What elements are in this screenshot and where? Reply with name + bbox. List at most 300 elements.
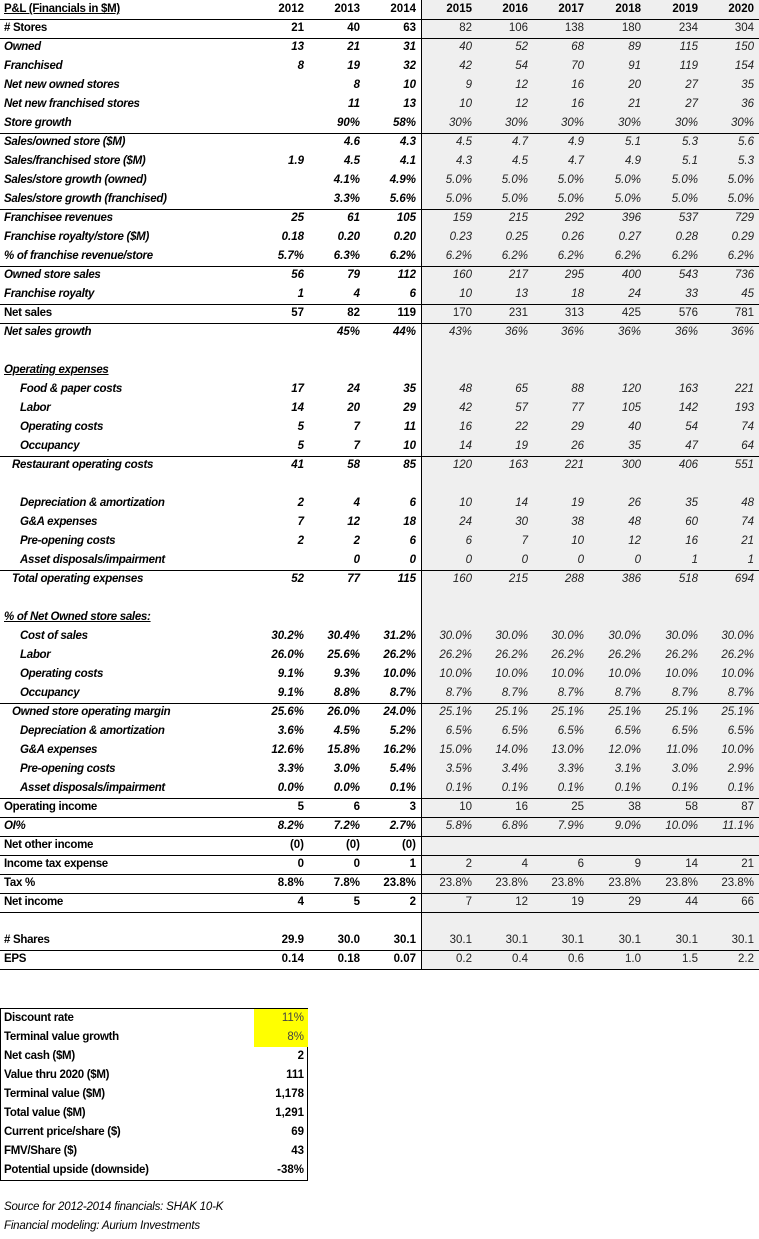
projected-value: 26 xyxy=(571,440,584,452)
projected-value: 30.1 xyxy=(505,934,528,946)
projected-value: 10.0% xyxy=(495,668,528,680)
summary-value: -38% xyxy=(277,1164,304,1176)
projected-value: 6.2% xyxy=(557,250,584,262)
projected-value: 13 xyxy=(515,288,528,300)
projected-value: 36% xyxy=(617,326,641,338)
projected-value: 40 xyxy=(459,41,472,53)
historical-value: 4.5 xyxy=(344,155,360,167)
projected-value: 36% xyxy=(730,326,754,338)
table-row xyxy=(0,323,759,342)
row-divider xyxy=(0,456,759,457)
projected-value: 6.2% xyxy=(614,250,641,262)
historical-value: (0) xyxy=(345,839,360,851)
historical-value: 12.6% xyxy=(271,744,304,756)
row-label: Food & paper costs xyxy=(20,383,122,395)
projected-value: 0.28 xyxy=(675,231,698,243)
historical-value: 56 xyxy=(291,269,304,281)
projected-value: 180 xyxy=(621,22,641,34)
table-row xyxy=(0,874,759,893)
projected-value: 25.1% xyxy=(721,706,754,718)
historical-value: 82 xyxy=(347,307,360,319)
projected-value: 23.8% xyxy=(721,877,754,889)
projected-value: 5.0% xyxy=(557,193,584,205)
table-row xyxy=(0,456,759,475)
projected-value: 781 xyxy=(734,307,754,319)
projected-value: 729 xyxy=(734,212,754,224)
projected-value: 0.26 xyxy=(561,231,584,243)
table-row xyxy=(0,912,759,931)
historical-value: 79 xyxy=(347,269,360,281)
row-label: Total operating expenses xyxy=(12,573,144,585)
historical-value: 23.8% xyxy=(383,877,416,889)
projected-value: 0.29 xyxy=(731,231,754,243)
row-divider xyxy=(0,323,759,324)
summary-value: 43 xyxy=(291,1145,304,1157)
projected-value: 159 xyxy=(452,212,472,224)
summary-row xyxy=(1,1161,307,1180)
historical-value: 30.1 xyxy=(393,934,416,946)
projected-value: 21 xyxy=(741,858,754,870)
projection-divider xyxy=(421,0,422,969)
projected-value: 12 xyxy=(515,98,528,110)
table-row xyxy=(0,342,759,361)
projected-value: 89 xyxy=(628,41,641,53)
projected-value xyxy=(706,912,754,931)
projected-value: 8.7% xyxy=(727,687,754,699)
projected-value: 304 xyxy=(734,22,754,34)
historical-value: 45% xyxy=(336,326,360,338)
projected-value xyxy=(424,342,472,361)
table-row xyxy=(0,779,759,798)
projected-value: 12.0% xyxy=(608,744,641,756)
historical-value: 0 xyxy=(353,858,360,870)
projected-value: 170 xyxy=(452,307,472,319)
historical-value: 0.1% xyxy=(389,782,416,794)
row-label: Operating costs xyxy=(20,668,104,680)
historical-value: 14 xyxy=(291,402,304,414)
historical-value: 26.0% xyxy=(271,649,304,661)
historical-value: 4.3 xyxy=(400,136,416,148)
historical-value: 4.9% xyxy=(389,174,416,186)
projected-value: 292 xyxy=(564,212,584,224)
historical-value: 1 xyxy=(409,858,416,870)
historical-value xyxy=(312,475,360,494)
projected-value: 48 xyxy=(741,497,754,509)
projected-value: 5.0% xyxy=(671,174,698,186)
projected-value xyxy=(480,608,528,627)
projected-value: 0.23 xyxy=(449,231,472,243)
table-row xyxy=(0,798,759,817)
table-row xyxy=(0,418,759,437)
projected-value: 3.5% xyxy=(445,763,472,775)
row-label: Operating costs xyxy=(20,421,104,433)
table-row xyxy=(0,380,759,399)
projected-value: 35 xyxy=(741,79,754,91)
row-label: Sales/owned store ($M) xyxy=(4,136,126,148)
projected-value xyxy=(424,589,472,608)
projected-value xyxy=(480,836,528,855)
projected-value: 1 xyxy=(747,554,754,566)
summary-value: 1,178 xyxy=(275,1088,304,1100)
projected-value: 6.2% xyxy=(727,250,754,262)
projected-value: 4.3 xyxy=(456,155,472,167)
table-row xyxy=(0,684,759,703)
projected-value: 5.0% xyxy=(727,174,754,186)
projected-value: 406 xyxy=(678,459,698,471)
row-label: Owned store sales xyxy=(4,269,101,281)
year-header: 2018 xyxy=(615,3,641,15)
projected-value: 24 xyxy=(628,288,641,300)
historical-value: 7.2% xyxy=(333,820,360,832)
projected-value xyxy=(593,836,641,855)
row-label: Depreciation & amortization xyxy=(20,725,165,737)
projected-value xyxy=(593,361,641,380)
table-row xyxy=(0,627,759,646)
projected-value: 5.0% xyxy=(727,193,754,205)
projected-value: 4.7 xyxy=(512,136,528,148)
historical-value xyxy=(312,361,360,380)
table-row xyxy=(0,247,759,266)
projected-value xyxy=(424,475,472,494)
historical-value: 8.8% xyxy=(277,877,304,889)
projected-value: 30.1 xyxy=(675,934,698,946)
projected-value: 12 xyxy=(628,535,641,547)
row-divider xyxy=(0,817,759,818)
summary-value: 111 xyxy=(286,1069,304,1081)
projected-value: 6 xyxy=(577,858,584,870)
projected-value: 0.2 xyxy=(456,953,472,965)
projected-value: 36% xyxy=(674,326,698,338)
projected-value: 10.0% xyxy=(721,744,754,756)
table-row xyxy=(0,304,759,323)
table-row xyxy=(0,475,759,494)
projected-value: 400 xyxy=(621,269,641,281)
projected-value: 74 xyxy=(741,516,754,528)
projected-value: 386 xyxy=(621,573,641,585)
table-row xyxy=(0,228,759,247)
historical-value: 9.1% xyxy=(277,687,304,699)
projected-value xyxy=(536,361,584,380)
summary-row xyxy=(1,1009,307,1028)
table-row xyxy=(0,513,759,532)
historical-value: 40 xyxy=(347,22,360,34)
historical-value: 6 xyxy=(409,535,416,547)
historical-value: 11 xyxy=(404,421,416,433)
historical-value: 5 xyxy=(297,801,304,813)
summary-label: Terminal value growth xyxy=(4,1031,119,1043)
historical-value: 29 xyxy=(403,402,416,414)
projected-value: 5.1 xyxy=(682,155,698,167)
projected-value: 0.4 xyxy=(512,953,528,965)
historical-value: 8 xyxy=(297,60,304,72)
table-row xyxy=(0,950,759,969)
historical-value xyxy=(368,361,416,380)
historical-value: 2 xyxy=(409,896,416,908)
row-divider xyxy=(0,703,759,704)
projected-value: 694 xyxy=(734,573,754,585)
projected-value: 217 xyxy=(508,269,528,281)
projected-value: 5.6 xyxy=(738,136,754,148)
summary-input-value[interactable]: 8% xyxy=(287,1031,304,1043)
historical-value xyxy=(258,114,304,133)
historical-value xyxy=(258,589,304,608)
historical-value: 25.6% xyxy=(271,706,304,718)
summary-label: Current price/share ($) xyxy=(4,1126,121,1138)
historical-value: 5.6% xyxy=(389,193,416,205)
historical-value xyxy=(258,342,304,361)
projected-value xyxy=(424,361,472,380)
projected-value: 22 xyxy=(515,421,528,433)
projected-value: 87 xyxy=(741,801,754,813)
historical-value: 21 xyxy=(291,22,304,34)
projected-value: 3.1% xyxy=(614,763,641,775)
projected-value: 0.1% xyxy=(445,782,472,794)
table-row xyxy=(0,494,759,513)
projected-value: 10 xyxy=(459,288,472,300)
projected-value: 14 xyxy=(515,497,528,509)
summary-label: Net cash ($M) xyxy=(4,1050,75,1062)
historical-value: 12 xyxy=(347,516,360,528)
table-title: P&L (Financials in $M) xyxy=(4,3,120,15)
projected-value: 30.0% xyxy=(665,630,698,642)
projected-value: 4.5 xyxy=(456,136,472,148)
historical-value xyxy=(258,190,304,209)
header-row xyxy=(0,0,759,19)
projected-value: 74 xyxy=(741,421,754,433)
projected-value: 26.2% xyxy=(495,649,528,661)
table-row xyxy=(0,931,759,950)
projected-value: 120 xyxy=(621,383,641,395)
projected-value: 16 xyxy=(685,535,698,547)
projected-value: 25 xyxy=(571,801,584,813)
projected-value: 35 xyxy=(685,497,698,509)
header-divider xyxy=(0,19,759,20)
projected-value: 221 xyxy=(734,383,754,395)
projected-value: 19 xyxy=(515,440,528,452)
projected-value: 18 xyxy=(571,288,584,300)
row-label: Net other income xyxy=(4,839,94,851)
historical-value: 30.4% xyxy=(327,630,360,642)
projected-value xyxy=(424,836,472,855)
projected-value: 10.0% xyxy=(551,668,584,680)
historical-value: 85 xyxy=(403,459,416,471)
projected-value: 29 xyxy=(571,421,584,433)
historical-value: 13 xyxy=(291,41,304,53)
table-row xyxy=(0,114,759,133)
projected-value: 35 xyxy=(628,440,641,452)
table-row xyxy=(0,285,759,304)
projected-value: 295 xyxy=(564,269,584,281)
historical-value xyxy=(312,589,360,608)
projected-value: 70 xyxy=(571,60,584,72)
historical-value: 10 xyxy=(403,79,416,91)
projected-value xyxy=(480,342,528,361)
projected-value xyxy=(593,342,641,361)
projected-value: 42 xyxy=(459,60,472,72)
projected-value: 300 xyxy=(621,459,641,471)
projected-value: 6.2% xyxy=(445,250,472,262)
projected-value: 77 xyxy=(571,402,584,414)
row-label: Pre-opening costs xyxy=(20,763,116,775)
historical-value: 112 xyxy=(397,269,416,281)
projected-value: 288 xyxy=(564,573,584,585)
row-label: Franchise royalty xyxy=(4,288,95,300)
projected-value: 10 xyxy=(459,801,472,813)
row-divider xyxy=(0,304,759,305)
table-row xyxy=(0,589,759,608)
projected-value: 106 xyxy=(508,22,528,34)
summary-row xyxy=(1,1104,307,1123)
projected-value: 5.0% xyxy=(557,174,584,186)
projected-value: 396 xyxy=(621,212,641,224)
row-label: Depreciation & amortization xyxy=(20,497,165,509)
projected-value: 6.5% xyxy=(501,725,528,737)
year-header: 2019 xyxy=(672,3,698,15)
table-row xyxy=(0,741,759,760)
table-row xyxy=(0,38,759,57)
historical-value: 2 xyxy=(297,535,304,547)
source-note: Source for 2012-2014 financials: SHAK 10-K xyxy=(4,1201,224,1213)
projected-value: 0 xyxy=(577,554,584,566)
historical-value: 16.2% xyxy=(383,744,416,756)
projected-value: 0 xyxy=(465,554,472,566)
projected-value: 82 xyxy=(459,22,472,34)
projected-value: 6.2% xyxy=(501,250,528,262)
projected-value: 66 xyxy=(741,896,754,908)
projected-value: 57 xyxy=(515,402,528,414)
historical-value xyxy=(368,912,416,931)
projected-value: 0.1% xyxy=(614,782,641,794)
historical-value: 4 xyxy=(353,288,360,300)
projected-value: 25.1% xyxy=(665,706,698,718)
projected-value xyxy=(536,342,584,361)
projected-value: 10.0% xyxy=(665,820,698,832)
row-label: # Shares xyxy=(4,934,50,946)
projected-value: 736 xyxy=(734,269,754,281)
projected-value: 425 xyxy=(621,307,641,319)
projected-value: 10.0% xyxy=(665,668,698,680)
projected-value: 30% xyxy=(617,117,641,129)
historical-value: 6.2% xyxy=(389,250,416,262)
projected-value xyxy=(650,608,698,627)
summary-row xyxy=(1,1028,307,1047)
historical-value: 61 xyxy=(347,212,360,224)
row-label: % of Net Owned store sales: xyxy=(4,611,151,623)
projected-value: 142 xyxy=(678,402,698,414)
projected-value: 10.0% xyxy=(721,668,754,680)
projected-value xyxy=(536,836,584,855)
projected-value: 88 xyxy=(571,383,584,395)
row-label: Sales/store growth (owned) xyxy=(4,174,147,186)
historical-value xyxy=(258,133,304,152)
projected-value: 105 xyxy=(621,402,641,414)
projected-value: 30% xyxy=(730,117,754,129)
historical-value: 6 xyxy=(353,801,360,813)
historical-value: 25.6% xyxy=(327,649,360,661)
row-label: Owned store operating margin xyxy=(12,706,171,718)
historical-value: 21 xyxy=(347,41,360,53)
summary-value: 1,291 xyxy=(275,1107,304,1119)
table-row xyxy=(0,646,759,665)
projected-value: 27 xyxy=(685,79,698,91)
projected-value: 215 xyxy=(508,573,528,585)
projected-value: 6.5% xyxy=(727,725,754,737)
historical-value xyxy=(368,342,416,361)
projected-value: 10.0% xyxy=(439,668,472,680)
projected-value: 26.2% xyxy=(608,649,641,661)
table-row xyxy=(0,190,759,209)
historical-value: 0 xyxy=(297,858,304,870)
summary-row xyxy=(1,1142,307,1161)
row-label: Labor xyxy=(20,402,51,414)
historical-value xyxy=(312,608,360,627)
historical-value xyxy=(312,342,360,361)
projected-value: 6.5% xyxy=(671,725,698,737)
summary-label: Terminal value ($M) xyxy=(4,1088,105,1100)
row-divider xyxy=(0,836,759,837)
historical-value: 3.3% xyxy=(333,193,360,205)
projected-value: 25.1% xyxy=(495,706,528,718)
projected-value: 2.9% xyxy=(727,763,754,775)
projected-value: 30.1 xyxy=(449,934,472,946)
projected-value: 160 xyxy=(452,269,472,281)
projected-value: 30 xyxy=(515,516,528,528)
row-label: Franchise royalty/store ($M) xyxy=(4,231,149,243)
projected-value: 13.0% xyxy=(551,744,584,756)
table-bottom-border xyxy=(0,969,759,970)
historical-value: 17 xyxy=(291,383,304,395)
historical-value: 77 xyxy=(347,573,360,585)
historical-value: 5 xyxy=(297,440,304,452)
table-row xyxy=(0,551,759,570)
table-row xyxy=(0,760,759,779)
historical-value: 18 xyxy=(403,516,416,528)
projected-value: 1 xyxy=(691,554,698,566)
row-label: Cost of sales xyxy=(20,630,88,642)
historical-value: 25 xyxy=(291,212,304,224)
year-header: 2016 xyxy=(502,3,528,15)
projected-value: 518 xyxy=(678,573,698,585)
projected-value: 5.0% xyxy=(614,174,641,186)
historical-value: 3 xyxy=(409,801,416,813)
projected-value: 9.0% xyxy=(614,820,641,832)
projected-value: 0 xyxy=(521,554,528,566)
table-row xyxy=(0,665,759,684)
projected-value: 36% xyxy=(560,326,584,338)
projected-value: 5.3 xyxy=(738,155,754,167)
summary-input-value[interactable]: 11% xyxy=(281,1012,304,1024)
projected-value: 537 xyxy=(678,212,698,224)
projected-value: 6.5% xyxy=(614,725,641,737)
row-label: Restaurant operating costs xyxy=(12,459,154,471)
row-label: G&A expenses xyxy=(20,516,98,528)
projected-value: 4.9 xyxy=(625,155,641,167)
projected-value: 6.5% xyxy=(445,725,472,737)
historical-value xyxy=(258,76,304,95)
projected-value: 0.25 xyxy=(505,231,528,243)
historical-value: 0 xyxy=(353,554,360,566)
projected-value: 120 xyxy=(452,459,472,471)
historical-value: 4.6 xyxy=(344,136,360,148)
projected-value xyxy=(706,589,754,608)
table-row xyxy=(0,171,759,190)
projected-value: 313 xyxy=(564,307,584,319)
historical-value: 57 xyxy=(291,307,304,319)
table-row xyxy=(0,399,759,418)
row-divider xyxy=(0,38,759,39)
historical-value: 8.8% xyxy=(333,687,360,699)
table-row xyxy=(0,532,759,551)
